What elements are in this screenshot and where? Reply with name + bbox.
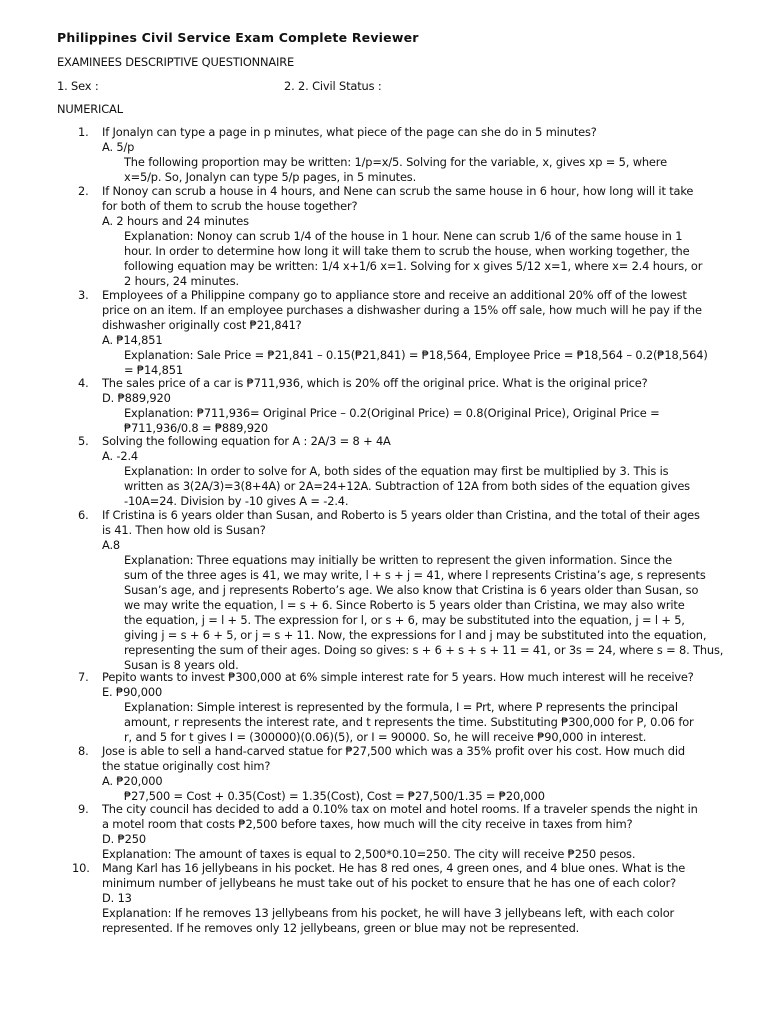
explanation-2: following equation may be written: 1/4 x+1/6 x=1. Solving for x gives 5/12 x=1, where x= 2.4 hours, or [124,259,703,274]
explanation-5: Explanation: In order to solve for A, both sides of the equation may first be multiplied by 3. This is [124,464,669,478]
answer-1: A. 5/p [102,140,135,154]
question-number-8: 8. [78,744,89,758]
explanation-5: -10A=24. Division by -10 gives A = -2.4. [124,494,349,509]
explanation-3: Explanation: Sale Price = ₱21,841 – 0.15(₱21,841) = ₱18,564, Employee Price = ₱18,564 – 0.2(₱18,564) [124,348,708,363]
answer-10: D. 13 [102,891,132,905]
answer-8: A. ₱20,000 [102,774,163,788]
question-number-6: 6. [78,508,89,522]
explanation-6: the equation, j = l + 5. The expression for l, or s + 6, may be substituted into the equation, j = l + 5, [124,613,685,628]
explanation-7: r, and 5 for t gives I = (300000)(0.06)(5), or I = 90000. So, he will receive ₱90,000 in interest. [124,730,647,745]
question-text-8: the statue originally cost him? [102,759,271,773]
explanation-6: Explanation: Three equations may initially be written to represent the given information. Since the [124,553,672,568]
explanation-10: Explanation: If he removes 13 jellybeans from his pocket, he will have 3 jellybeans left, with each color [102,906,675,921]
explanation-1: The following proportion may be written: 1/p=x/5. Solving for the variable, x, gives xp = 5, where [124,155,667,169]
answer-9: D. ₱250 [102,832,146,846]
answer-5: A. -2.4 [102,449,139,463]
explanation-4: Explanation: ₱711,936= Original Price – 0.2(Original Price) = 0.8(Original Price), Original Price = [124,406,660,420]
question-text-7: Pepito wants to invest ₱300,000 at 6% simple interest rate for 5 years. How much interest will he receive? [102,670,694,684]
explanation-7: Explanation: Simple interest is represented by the formula, I = Prt, where P represents the principal [124,700,678,714]
section-heading: NUMERICAL [57,102,123,116]
question-text-1: If Jonalyn can type a page in p minutes, what piece of the page can she do in 5 minutes? [102,125,597,139]
answer-6: A.8 [102,538,121,552]
question-text-9: a motel room that costs ₱2,500 before taxes, how much will the city receive in taxes from him? [102,817,633,831]
answer-2: A. 2 hours and 24 minutes [102,214,249,228]
explanation-7: amount, r represents the interest rate, and t represents the time. Substituting ₱300,000 for P, 0.06 for [124,715,694,730]
question-text-2: for both of them to scrub the house together? [102,199,358,213]
answer-3: A. ₱14,851 [102,333,163,348]
explanation-4: ₱711,936/0.8 = ₱889,920 [124,421,268,436]
explanation-2: Explanation: Nonoy can scrub 1/4 of the house in 1 hour. Nene can scrub 1/6 of the same house in 1 [124,229,683,244]
question-text-3: dishwasher originally cost ₱21,841? [102,318,302,332]
explanation-8: ₱27,500 = Cost + 0.35(Cost) = 1.35(Cost), Cost = ₱27,500/1.35 = ₱20,000 [124,789,545,804]
answer-4: D. ₱889,920 [102,391,171,405]
question-text-9: The city council has decided to add a 0.10% tax on motel and hotel rooms. If a traveler spends the night in [102,802,698,816]
explanation-1: x=5/p. So, Jonalyn can type 5/p pages, in 5 minutes. [124,170,417,185]
question-number-9: 9. [78,802,89,816]
question-number-4: 4. [78,376,89,390]
explanation-6: Susan’s age, and j represents Roberto’s age. We also know that Cristina is 6 years older than Susan, so [124,583,699,598]
question-number-5: 5. [78,434,89,448]
explanation-6: Susan is 8 years old. [124,658,239,673]
explanation-6: giving j = s + 6 + 5, or j = s + 11. Now, the expressions for l and j may be substituted into the equation, [124,628,707,643]
question-text-10: minimum number of jellybeans he must take out of his pocket to ensure that he has one of each color? [102,876,677,890]
document-title: Philippines Civil Service Exam Complete Reviewer [57,30,419,45]
explanation-3: = ₱14,851 [124,363,183,378]
explanation-6: we may write the equation, l = s + 6. Since Roberto is 5 years older than Cristina, we may also write [124,598,685,613]
question-text-10: Mang Karl has 16 jellybeans in his pocket. He has 8 red ones, 4 green ones, and 4 blue ones. What is the [102,861,686,875]
question-number-2: 2. [78,184,89,198]
question-number-1: 1. [78,125,89,139]
explanation-9: Explanation: The amount of taxes is equal to 2,500*0.10=250. The city will receive ₱250 pesos. [102,847,636,862]
answer-7: E. ₱90,000 [102,685,163,699]
question-text-3: Employees of a Philippine company go to appliance store and receive an additional 20% off of the lowest [102,288,687,302]
explanation-6: representing the sum of their ages. Doing so gives: s + 6 + s + s + 11 = 41, or 3s = 24, where s = 8. Thus, [124,643,724,658]
question-number-10: 10. [72,861,90,875]
explanation-5: written as 3(2A/3)=3(8+4A) or 2A=24+12A. Subtraction of 12A from both sides of the equation gives [124,479,690,494]
explanation-6: sum of the three ages is 41, we may write, l + s + j = 41, where l represents Cristina’s age, s represents [124,568,706,583]
question-text-6: If Cristina is 6 years older than Susan, and Roberto is 5 years older than Cristina, and the total of their ages [102,508,700,522]
civil-status-label: 2. 2. Civil Status : [284,79,382,93]
question-text-8: Jose is able to sell a hand-carved statue for ₱27,500 which was a 35% profit over his cost. How much did [102,744,685,758]
question-text-2: If Nonoy can scrub a house in 4 hours, and Nene can scrub the same house in 6 hour, how long will it take [102,184,694,198]
questionnaire-heading: EXAMINEES DESCRIPTIVE QUESTIONNAIRE [57,55,295,69]
question-text-5: Solving the following equation for A : 2A/3 = 8 + 4A [102,434,391,448]
explanation-2: 2 hours, 24 minutes. [124,274,239,289]
question-text-4: The sales price of a car is ₱711,936, which is 20% off the original price. What is the original price? [102,376,648,390]
question-number-7: 7. [78,670,89,684]
explanation-2: hour. In order to determine how long it will take them to scrub the house, when working together, the [124,244,690,259]
question-number-3: 3. [78,288,89,302]
question-text-6: is 41. Then how old is Susan? [102,523,266,537]
sex-label: 1. Sex : [57,79,99,93]
explanation-10: represented. If he removes only 12 jellybeans, green or blue may not be represented. [102,921,580,936]
question-text-3: price on an item. If an employee purchases a dishwasher during a 15% off sale, how much will he pay if the [102,303,702,317]
